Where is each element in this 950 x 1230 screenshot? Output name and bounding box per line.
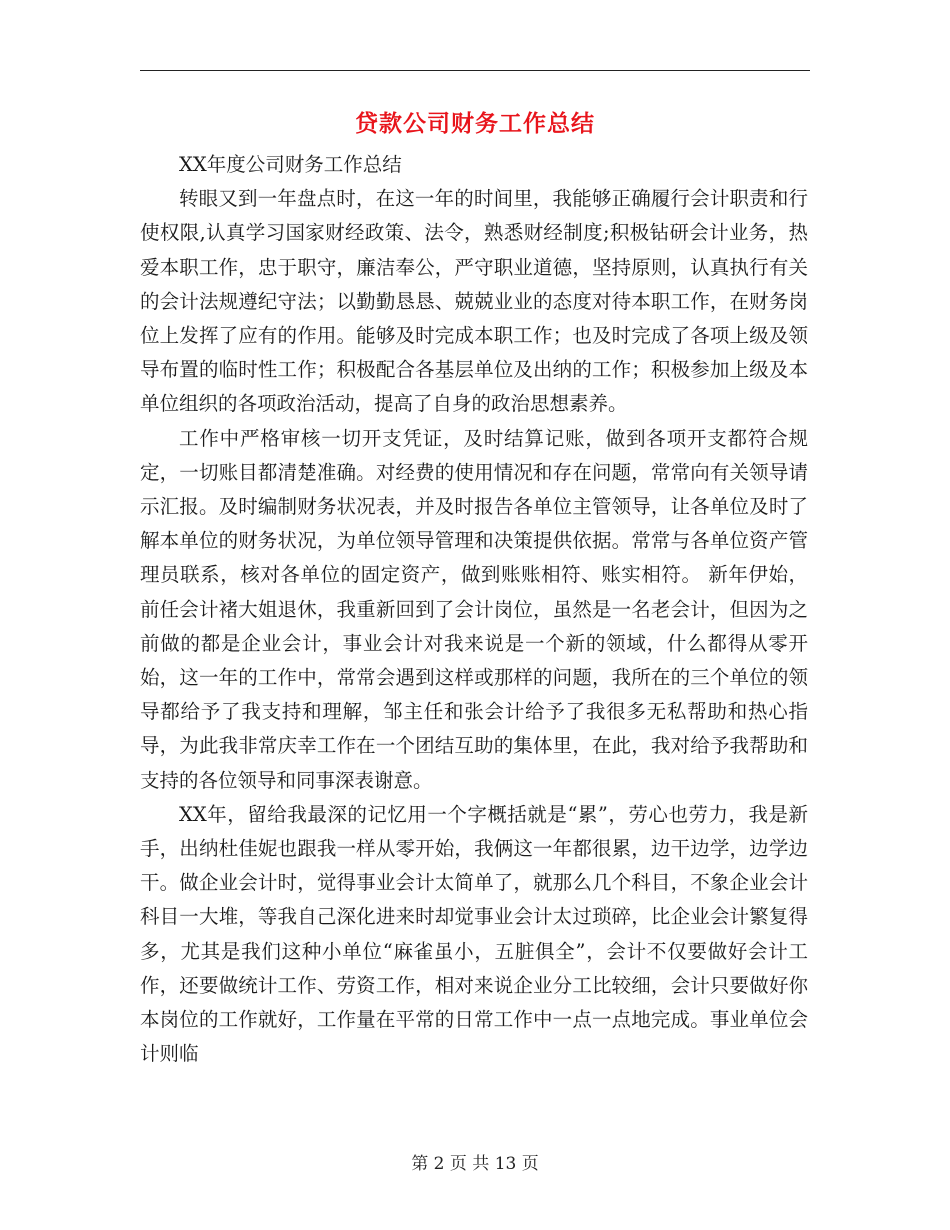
paragraph: 转眼又到一年盘点时，在这一年的时间里，我能够正确履行会计职责和行使权限,认真学习国家财经政策、法令，熟悉财经制度;积极钻研会计业务，热爱本职工作，忠于职守，廉洁奉公，严守职业道德，坚持原则，认真执行有关的会计法规遵纪守法；以勤勤恳恳、兢兢业业的态度对待本职工作，在财务岗位上发挥了应有的作用。能够及时完成本职工作；也及时完成了各项上级及领导布置的临时性工作；积极配合各基层单位及出纳的工作；积极参加上级及本单位组织的各项政治活动，提高了自身的政治思想素养。 [140,187,808,416]
page-number-footer: 第 2 页 共 13 页 [411,1154,539,1174]
document-title: 贷款公司财务工作总结 [355,111,595,137]
paragraph-subtitle: XX年度公司财务工作总结 [179,153,402,176]
paragraph: XX年，留给我最深的记忆用一个字概括就是“累”，劳心也劳力，我是新手，出纳杜佳妮也跟我一样从零开始，我俩这一年都很累，边干边学，边学边干。做企业会计时，觉得事业会计太简单了，就那么几个科目，不象企业会计科目一大堆，等我自己深化进来时却觉事业会计太过琐碎，比企业会计繁复得多，尤其是我们这种小单位“麻雀虽小，五脏俱全”，会计不仅要做好会计工作，还要做统计工作、劳资工作，相对来说企业分工比较细，会计只要做好你本岗位的工作就好，工作量在平常的日常工作中一点一点地完成。事业单位会计则临 [140,802,808,1066]
paragraph: 工作中严格审核一切开支凭证，及时结算记账，做到各项开支都符合规定，一切账目都清楚准确。对经费的使用情况和存在问题，常常向有关领导请示汇报。及时编制财务状况表，并及时报告各单位主管领导，让各单位及时了解本单位的财务状况，为单位领导管理和决策提供依据。常常与各单位资产管理员联系，核对各单位的固定资产，做到账账相符、账实相符。 新年伊始，前任会计褚大姐退休，我重新回到了会计岗位，虽然是一名老会计，但因为之前做的都是企业会计，事业会计对我来说是一个新的领域，什么都得从零开始，这一年的工作中，常常会遇到这样或那样的问题，我所在的三个单位的领导都给予了我支持和理解，邹主任和张会计给予了我很多无私帮助和热心指导，为此我非常庆幸工作在一个团结互助的集体里，在此，我对给予我帮助和支持的各位领导和同事深表谢意。 [140,426,808,792]
header-rule [140,70,810,71]
document-body [140,148,808,1071]
